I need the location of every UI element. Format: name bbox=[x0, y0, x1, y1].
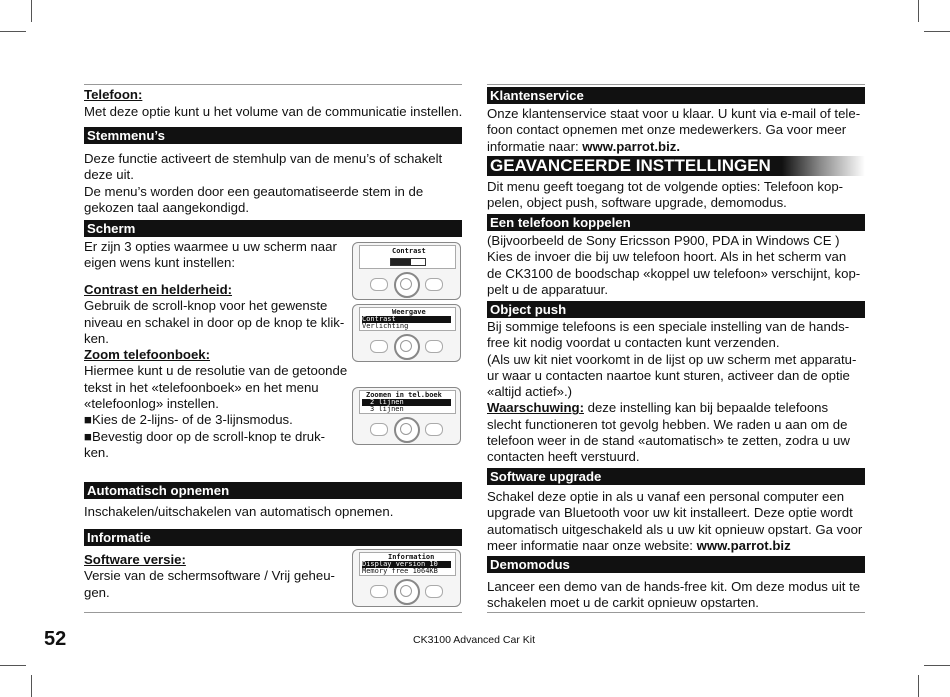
zoom-heading: Zoom telefoonboek: bbox=[84, 347, 211, 363]
bullet-square-icon: ■ bbox=[84, 412, 92, 428]
text-line: Gebruik de scroll-knop voor het gewenste bbox=[84, 298, 328, 314]
stemmenu-text bbox=[84, 151, 442, 216]
text-line: upgrade van Bluetooth voor uw kit installeert. Deze optie wordt bbox=[487, 505, 853, 521]
text-line: «altijd actief».) bbox=[487, 384, 573, 400]
bottom-rule-right bbox=[487, 612, 865, 613]
auto-text: Inschakelen/uitschakelen van automatisch opnemen. bbox=[84, 504, 394, 519]
bullet-square-icon: ■ bbox=[84, 428, 92, 444]
text-line: tekst in het «telefoonboek» en het menu bbox=[84, 379, 319, 395]
text-line: automatisch uitgeschakeld als u uw kit opnieuw opstart. Ga voor bbox=[487, 521, 863, 537]
text-line: gekozen taal aangekondigd. bbox=[84, 199, 249, 215]
device-knob-center bbox=[400, 340, 412, 352]
device-screen bbox=[359, 552, 456, 576]
text-line: foon contact opnemen met onze medewerkers. Ga voor meer bbox=[487, 122, 847, 138]
device-zoom-image bbox=[350, 385, 463, 447]
device-right-button bbox=[425, 423, 443, 436]
text-line: schakelen moet u de carkit opnieuw opstarten. bbox=[487, 595, 759, 611]
device-screen bbox=[359, 245, 456, 269]
screen-title: Information bbox=[388, 553, 435, 561]
telefoon-heading: Telefoon: bbox=[84, 87, 143, 102]
device-contrast-image bbox=[350, 240, 463, 302]
device-information-image bbox=[350, 547, 463, 609]
text-line: niveau en schakel in door op de knop te klik- bbox=[84, 314, 345, 330]
contrast-level-bar bbox=[390, 258, 426, 266]
text-line: ur waar u contacten naartoe kunt sturen, activeer dan de optie bbox=[487, 367, 850, 383]
device-screen bbox=[359, 307, 456, 331]
crop-mark bbox=[924, 665, 950, 666]
screen-option: 3 lijnen bbox=[370, 405, 404, 413]
top-rule-right bbox=[487, 84, 865, 85]
advanced-settings-title: GEAVANCEERDE INSTTELLINGEN bbox=[487, 156, 865, 176]
device-right-button bbox=[425, 340, 443, 353]
screen-title: Weergave bbox=[392, 308, 426, 316]
text-line: Versie van de schermsoftware / Vrij geheu- bbox=[84, 568, 335, 584]
device-weergave-image bbox=[350, 302, 463, 364]
crop-mark bbox=[31, 0, 32, 22]
screen-option-selected: Contrast bbox=[362, 316, 451, 323]
device-screen bbox=[359, 390, 456, 414]
screen-option-selected: Display version 10 bbox=[362, 561, 451, 568]
text-line: Bij sommige telefoons is een speciale instelling van de hands- bbox=[487, 319, 850, 334]
screen-option: Verlichting bbox=[362, 322, 409, 330]
device-right-button bbox=[425, 585, 443, 598]
scherm-text bbox=[84, 239, 337, 272]
bottom-rule-left bbox=[84, 612, 462, 613]
text-span: deze instelling kan bij bepaalde telefoons bbox=[583, 400, 829, 416]
top-rule-left bbox=[84, 84, 462, 85]
crop-mark bbox=[918, 675, 919, 697]
text-line: «telefoonlog» instellen. bbox=[84, 396, 219, 412]
text-line: (Bijvoorbeeld de Sony Ericsson P900, PDA in Windows CE ) bbox=[487, 233, 840, 248]
device-knob-center bbox=[400, 585, 412, 597]
device-knob-center bbox=[400, 423, 412, 435]
device-right-button bbox=[425, 278, 443, 291]
software-block bbox=[84, 552, 335, 601]
text-line: Lanceer een demo van de hands-free kit. Om deze modus uit te bbox=[487, 579, 861, 594]
crop-mark bbox=[924, 31, 950, 32]
demo-text bbox=[487, 579, 860, 612]
section-bar-auto: Automatisch opnemen bbox=[84, 482, 462, 499]
klanten-text bbox=[487, 106, 860, 155]
crop-mark bbox=[0, 665, 26, 666]
device-knob-center bbox=[400, 278, 412, 290]
koppelen-text bbox=[487, 233, 860, 298]
contrast-level-fill bbox=[391, 259, 411, 265]
device-left-button bbox=[370, 278, 388, 291]
text-line: slecht functioneren tot gevolg hebben. We raden u aan om de bbox=[487, 416, 848, 432]
text-line: ken. bbox=[84, 444, 109, 460]
text-line: pelen, object push, software upgrade, demomodus. bbox=[487, 195, 787, 211]
bullet-text: Bevestig door op de scroll-knop te druk- bbox=[91, 428, 326, 444]
text-line: Schakel deze optie in als u vanaf een personal computer een bbox=[487, 489, 845, 504]
text-line: Onze klantenservice staat voor u klaar. U kunt via e-mail of tele- bbox=[487, 106, 861, 121]
device-left-button bbox=[370, 340, 388, 353]
section-bar-object-push: Object push bbox=[487, 301, 865, 318]
text-line bbox=[487, 139, 860, 155]
text-line: gen. bbox=[84, 584, 110, 600]
text-line: ken. bbox=[84, 330, 109, 346]
crop-mark bbox=[0, 31, 26, 32]
crop-mark bbox=[31, 675, 32, 697]
text-line: eigen wens kunt instellen: bbox=[84, 255, 236, 271]
text-line: Deze functie activeert de stemhulp van de menu’s of schakelt bbox=[84, 151, 443, 166]
device-left-button bbox=[370, 585, 388, 598]
page-number: 52 bbox=[44, 628, 67, 650]
text-line: Dit menu geeft toegang tot de volgende opties: Telefoon kop- bbox=[487, 179, 844, 194]
crop-mark bbox=[918, 0, 919, 22]
screen-title: Contrast bbox=[392, 247, 426, 255]
section-bar-informatie: Informatie bbox=[84, 529, 462, 546]
bullet-item bbox=[84, 429, 347, 445]
section-bar-software-upgrade: Software upgrade bbox=[487, 468, 865, 485]
section-bar-klantenservice: Klantenservice bbox=[487, 87, 865, 104]
section-bar-scherm: Scherm bbox=[84, 220, 462, 237]
text-line: de CK3100 de boodschap «koppel uw telefoon» verschijnt, kop- bbox=[487, 265, 861, 281]
text-line: (Als uw kit niet voorkomt in de lijst op uw scherm met apparatu- bbox=[487, 351, 857, 367]
footer-product-name: CK3100 Advanced Car Kit bbox=[413, 634, 535, 646]
warning-heading: Waarschuwing: bbox=[487, 400, 584, 416]
upgrade-text bbox=[487, 489, 862, 554]
bullet-item bbox=[84, 412, 347, 428]
website-link[interactable]: www.parrot.biz. bbox=[582, 138, 680, 154]
text-line: free kit nodig voordat u contacten kunt verzenden. bbox=[487, 335, 780, 351]
screen-option: Memory free 1064KB bbox=[362, 567, 438, 575]
website-link[interactable]: www.parrot.biz bbox=[696, 537, 791, 553]
software-heading: Software versie: bbox=[84, 552, 186, 567]
bullet-text: Kies de 2-lijns- of de 3-lijnsmodus. bbox=[91, 412, 293, 428]
text-line: deze uit. bbox=[84, 167, 134, 183]
text-span: meer informatie naar onze website: bbox=[487, 537, 697, 553]
contrast-heading: Contrast en helderheid: bbox=[84, 282, 233, 297]
screen-title: Zoomen in tel.boek bbox=[366, 391, 442, 399]
push-text bbox=[487, 319, 856, 466]
text-line: contacten heeft verstuurd. bbox=[487, 449, 640, 465]
text-line: pelt u de apparatuur. bbox=[487, 281, 608, 297]
text-line bbox=[487, 538, 862, 554]
section-bar-stemmenu: Stemmenu’s bbox=[84, 127, 462, 144]
contrast-block bbox=[84, 282, 347, 461]
screen-option-selected: 2 lijnen bbox=[362, 399, 451, 406]
text-line: Kies de invoer die bij uw telefoon hoort. Als in het scherm van bbox=[487, 249, 847, 265]
advanced-text bbox=[487, 179, 843, 212]
text-span: informatie naar: bbox=[487, 138, 583, 154]
section-bar-demomodus: Demomodus bbox=[487, 556, 865, 573]
device-left-button bbox=[370, 423, 388, 436]
text-line bbox=[487, 400, 856, 416]
text-line: De menu’s worden door een geautomatiseerde stem in de bbox=[84, 183, 424, 199]
telefoon-text: Met deze optie kunt u het volume van de communicatie instellen. bbox=[84, 104, 463, 119]
text-line: Hiermee kunt u de resolutie van de getoonde bbox=[84, 363, 348, 379]
text-line: telefoon weer in de stand «automatisch» te zetten, zodra u uw bbox=[487, 433, 850, 449]
text-line: Er zijn 3 opties waarmee u uw scherm naar bbox=[84, 239, 337, 254]
section-bar-koppelen: Een telefoon koppelen bbox=[487, 214, 865, 231]
